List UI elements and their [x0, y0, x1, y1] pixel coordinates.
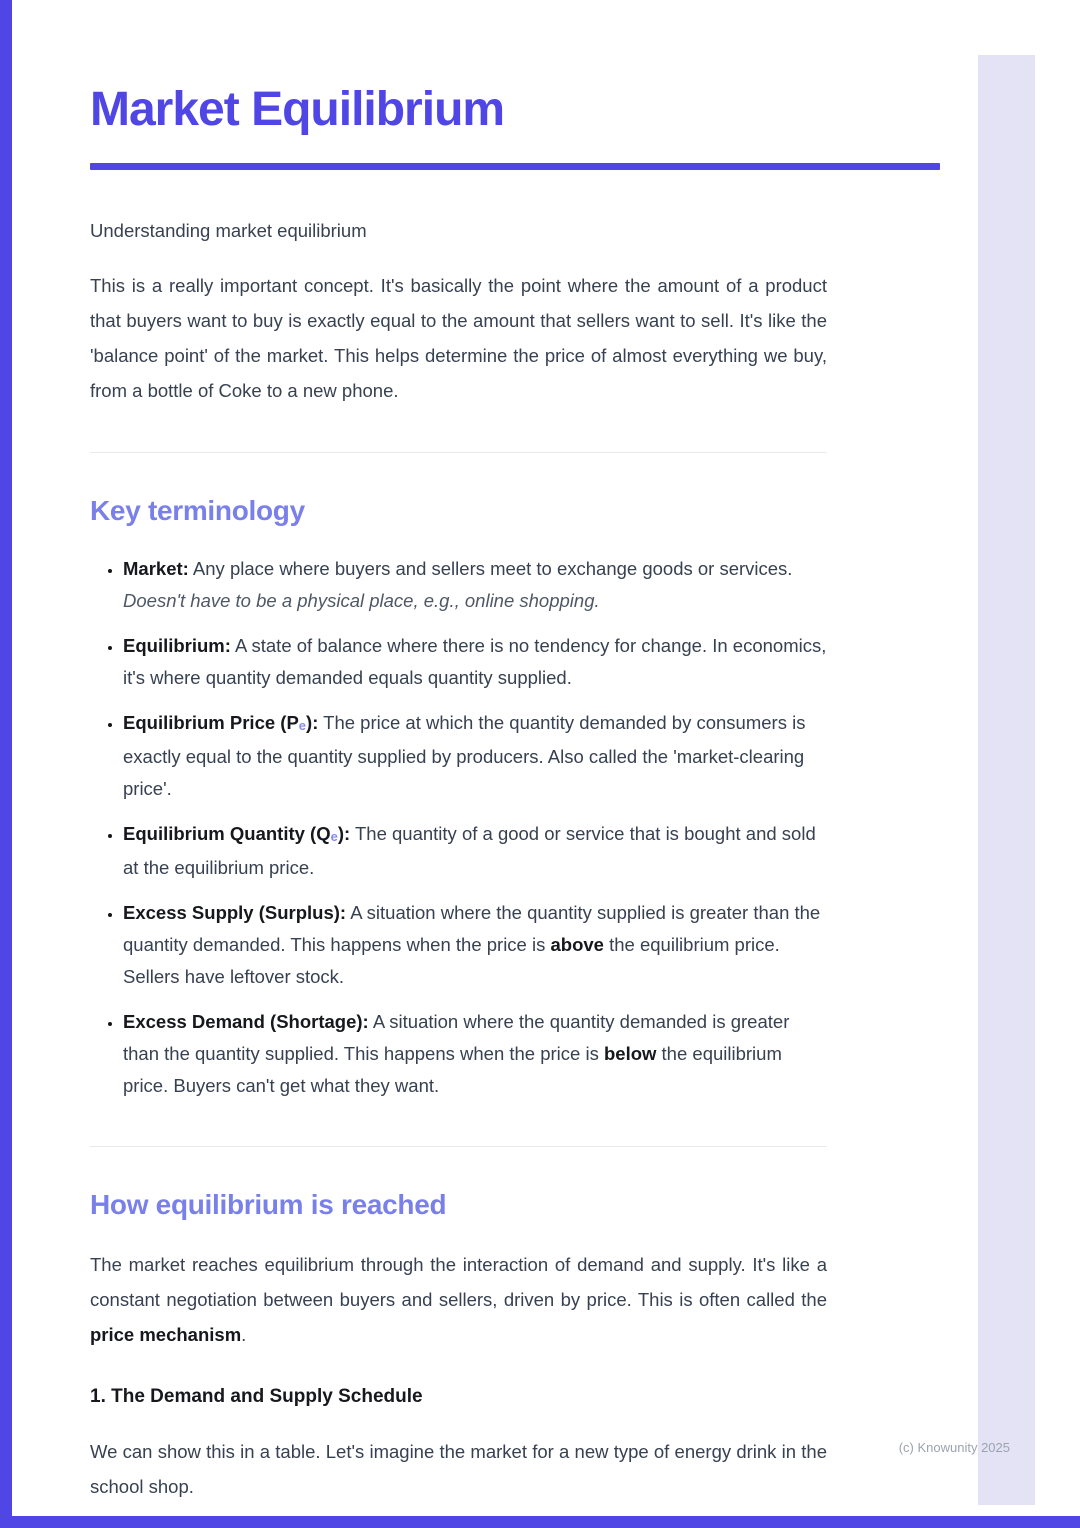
terminology-item-equilibrium-quantity — [123, 818, 827, 884]
term-text: The quantity of a good or service that is bought and sold at the equilibrium price. — [123, 822, 816, 878]
copyright: (c) Knowunity 2025 — [898, 1440, 1010, 1455]
term-label: Excess Demand (Shortage): — [123, 1010, 369, 1032]
paragraph-text: . — [241, 1323, 247, 1345]
subtitle: Understanding market equilibrium — [90, 219, 367, 241]
term-label: Equilibrium Quantity $(Q_e)$: — [123, 822, 351, 844]
term-text: The price at which the quantity demanded by consumers is exactly equal to the quantity supplied by producers. Also called the 'market-clearing price'. — [123, 711, 806, 799]
term-label: Equilibrium: — [123, 634, 231, 656]
paragraph-text: The market reaches equilibrium through the interaction of demand and supply. It's like a constant negotiation between buyers and sellers, driven by price. This is often called the — [90, 1253, 827, 1310]
section-heading-how-equilibrium: How equilibrium is reached — [90, 1188, 447, 1220]
terminology-item-market — [123, 553, 827, 617]
term-text: the equilibrium price. Sellers have leftover stock. — [123, 933, 780, 987]
term-emphasis: below — [603, 1042, 657, 1064]
terminology-item-equilibrium-price — [123, 707, 827, 805]
subheading-demand-supply-schedule: 1. The Demand and Supply Schedule — [90, 1385, 423, 1407]
subscript-e: e — [298, 717, 307, 733]
right-accent-panel — [978, 55, 1035, 1505]
paragraph-emphasis: price mechanism — [90, 1323, 242, 1345]
terminology-item-excess-demand — [123, 1006, 827, 1102]
bottom-accent-bar — [0, 1516, 1080, 1528]
subscript-e: e — [330, 828, 338, 844]
term-label: Market: — [123, 557, 189, 579]
terminology-list — [90, 553, 827, 1102]
equilibrium-paragraph — [90, 1247, 827, 1352]
term-label: Excess Supply (Surplus): — [123, 901, 347, 923]
intro-paragraph: This is a really important concept. It's basically the point where the amount of a product that buyers want to buy is exactly equal to the amount that sellers want to sell. It's like the 'balance point' of the market. This helps determine the price of almost everything we buy, from a bottle of Coke to a new phone. — [90, 274, 827, 401]
section-heading-key-terminology: Key terminology — [90, 494, 305, 526]
term-text: A situation where the quantity supplied is greater than the quantity demanded. This happens when the price is — [123, 901, 821, 955]
term-text: A situation where the quantity demanded is greater than the quantity supplied. This happens when the price is — [123, 1010, 790, 1064]
term-label: Equilibrium Price $(P_e)$: — [123, 711, 319, 733]
terminology-item-excess-supply — [123, 897, 827, 993]
closing-paragraph: We can show this in a table. Let's imagine the market for a new type of energy drink in the school shop. — [90, 1440, 827, 1497]
term-text: A state of balance where there is no tendency for change. In economics, it's where quantity demanded equals quantity supplied. — [123, 634, 827, 688]
section-divider-1 — [90, 452, 827, 453]
title-underline — [90, 163, 940, 170]
document-content — [90, 84, 827, 1504]
term-emphasis: above — [550, 933, 604, 955]
term-text: Any place where buyers and sellers meet to exchange goods or services. — [188, 557, 793, 579]
section-divider-2 — [90, 1146, 827, 1147]
term-text: the equilibrium price. Buyers can't get what they want. — [123, 1042, 782, 1096]
page-title: Market Equilibrium — [90, 83, 505, 136]
term-italic-note: Doesn't have to be a physical place, e.g., online shopping. — [123, 589, 600, 611]
left-accent-bar — [0, 0, 12, 1528]
terminology-item-equilibrium — [123, 630, 827, 694]
